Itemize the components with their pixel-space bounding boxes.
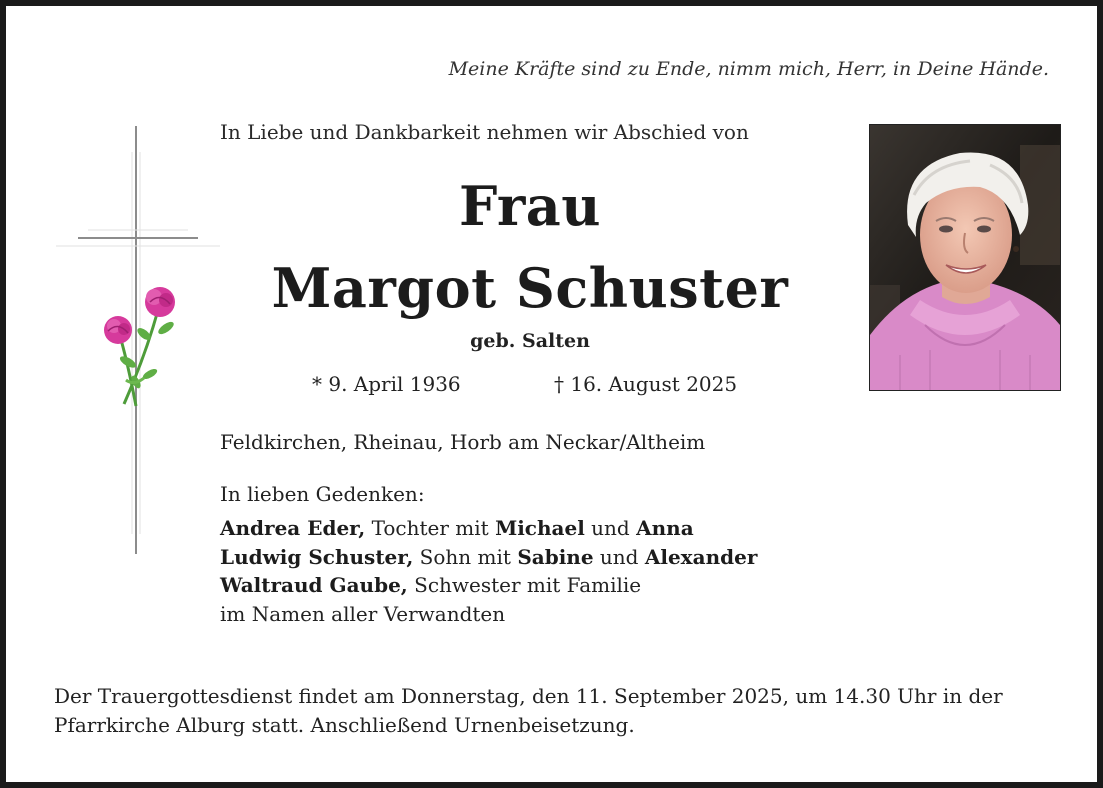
cross-with-roses-icon: [54, 124, 222, 560]
mourner-line: [220, 571, 757, 600]
birth-date: * 9. April 1936: [312, 372, 461, 396]
mourner-relation: Tochter mit: [365, 516, 496, 540]
mourner-partner: Sabine: [517, 544, 594, 569]
mourner-conjunction: und: [593, 544, 645, 569]
intro-text: In Liebe und Dankbarkeit nehmen wir Abschied von: [220, 120, 749, 144]
mourner-name: Waltraud Gaube,: [220, 573, 408, 597]
mourner-partner: Anna: [636, 516, 694, 540]
places: Feldkirchen, Rheinau, Horb am Neckar/Altheim: [220, 430, 706, 454]
motto: Meine Kräfte sind zu Ende, nimm mich, Herr, in Deine Hände.: [448, 58, 1049, 80]
mourner-relation: Sohn mit: [413, 544, 518, 569]
mourner-partner: Alexander: [644, 544, 758, 569]
service-announcement: Der Trauergottesdienst findet am Donnerstag, den 11. September 2025, um 14.30 Uhr in der Pfarrkirche Alburg statt. Anschließend Urnenbeisetzung.: [54, 684, 1003, 737]
mourner-line: [220, 543, 757, 572]
deceased-name: Margot Schuster: [271, 256, 789, 320]
mourner-relation: Schwester mit Familie: [407, 573, 642, 597]
mourner-conjunction: und: [584, 516, 637, 540]
salutation: Frau: [458, 174, 602, 238]
memory-heading: In lieben Gedenken:: [220, 482, 425, 506]
mourner-partner: Michael: [495, 516, 585, 540]
mourner-line: [220, 514, 757, 543]
portrait-photo: [869, 124, 1061, 391]
relatives-line: im Namen aller Verwandten: [220, 601, 506, 626]
maiden-name: geb. Salten: [470, 330, 590, 352]
death-date: † 16. August 2025: [554, 372, 738, 396]
mourner-name: Andrea Eder,: [220, 516, 366, 540]
mourner-name: Ludwig Schuster,: [220, 544, 414, 569]
mourners-list: [220, 514, 757, 628]
